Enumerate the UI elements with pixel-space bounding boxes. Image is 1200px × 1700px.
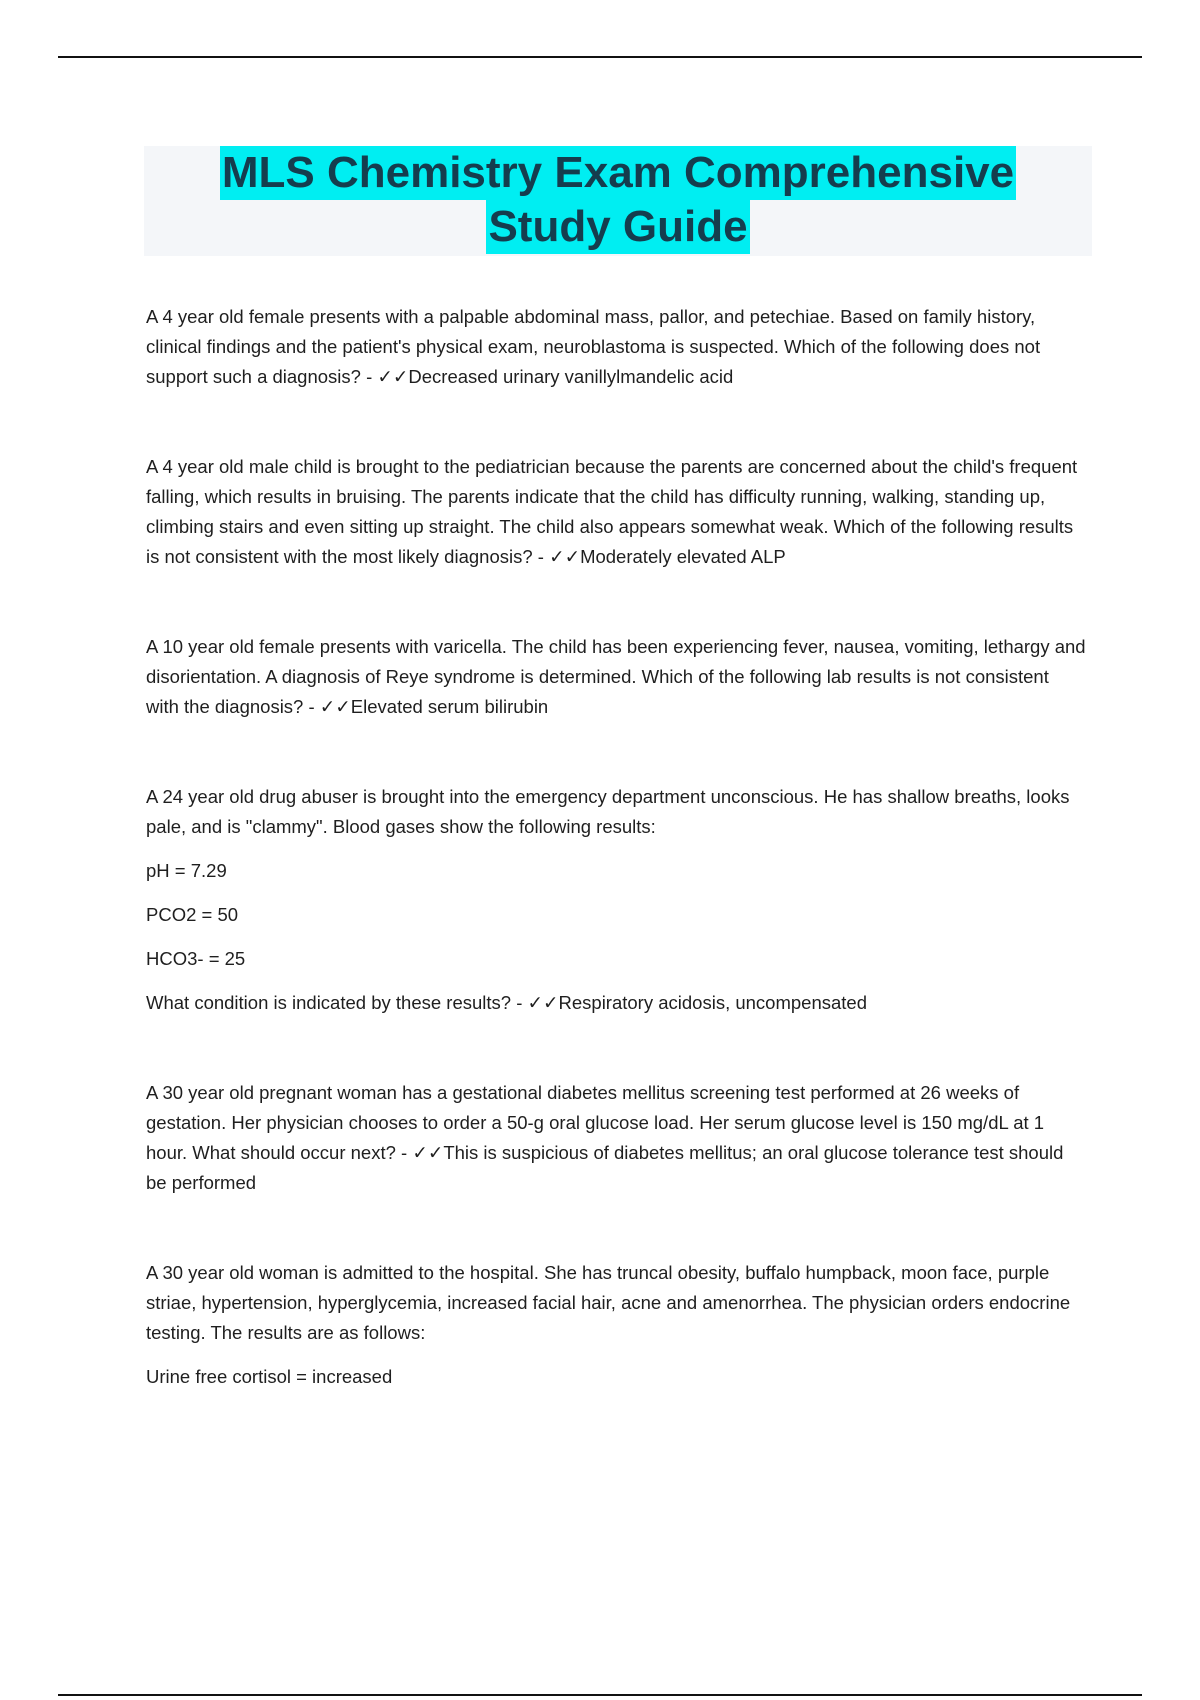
question-item [146, 452, 1086, 572]
question-text: A 4 year old male child is brought to the pediatrician because the parents are concerned about the child's frequent falling, which results in bruising. The parents indicate that the child has difficulty running, walking, standing up, climbing stairs and even sitting up straight. The child also appears somewhat weak. Which of the following results is not consistent with the most likely diagnosis? - ✓✓Moderately elevated ALP [146, 456, 1078, 567]
question-item [146, 1078, 1086, 1198]
result-line: Urine free cortisol = increased [146, 1366, 393, 1387]
question-item [146, 782, 1086, 1018]
question-list [146, 302, 1086, 1392]
question-item [146, 302, 1086, 392]
question-text: A 4 year old female presents with a palpable abdominal mass, pallor, and petechiae. Based on family history, clinical findings and the patient's physical exam, neuroblastoma is suspected. Which of the following does not support such a diagnosis? - ✓✓Decreased urinary vanillylmandelic acid [146, 306, 1041, 387]
question-text: A 24 year old drug abuser is brought into the emergency department unconscious. He has shallow breaths, looks pale, and is "clammy". Blood gases show the following results: [146, 786, 1070, 837]
header-rule [58, 56, 1142, 58]
page-title-line-1: MLS Chemistry Exam Comprehensive [220, 146, 1016, 200]
question-text: A 10 year old female presents with varicella. The child has been experiencing fever, nausea, vomiting, lethargy and disorientation. A diagnosis of Reye syndrome is determined. Which of the following lab results is not consistent with the diagnosis? - ✓✓Elevated serum bilirubin [146, 636, 1086, 717]
footer-rule [58, 1694, 1142, 1696]
question-item [146, 1258, 1086, 1392]
result-line: HCO3- = 25 [146, 948, 246, 969]
result-line: pH = 7.29 [146, 860, 227, 881]
title-block [144, 146, 1092, 256]
page-title-line-2: Study Guide [486, 200, 749, 254]
question-text: A 30 year old woman is admitted to the hospital. She has truncal obesity, buffalo humpback, moon face, purple striae, hypertension, hyperglycemia, increased facial hair, acne and amenorrhea. The physician orders endocrine testing. The results are as follows: [146, 1262, 1071, 1343]
question-item [146, 632, 1086, 722]
question-text: A 30 year old pregnant woman has a gestational diabetes mellitus screening test performed at 26 weeks of gestation. Her physician chooses to order a 50-g oral glucose load. Her serum glucose level is 150 mg/dL at 1 hour. What should occur next? - ✓✓This is suspicious of diabetes mellitus; an oral glucose tolerance test should be performed [146, 1082, 1064, 1193]
answer-text: What condition is indicated by these results? - ✓✓Respiratory acidosis, uncompensated [146, 992, 867, 1013]
result-line: PCO2 = 50 [146, 904, 239, 925]
